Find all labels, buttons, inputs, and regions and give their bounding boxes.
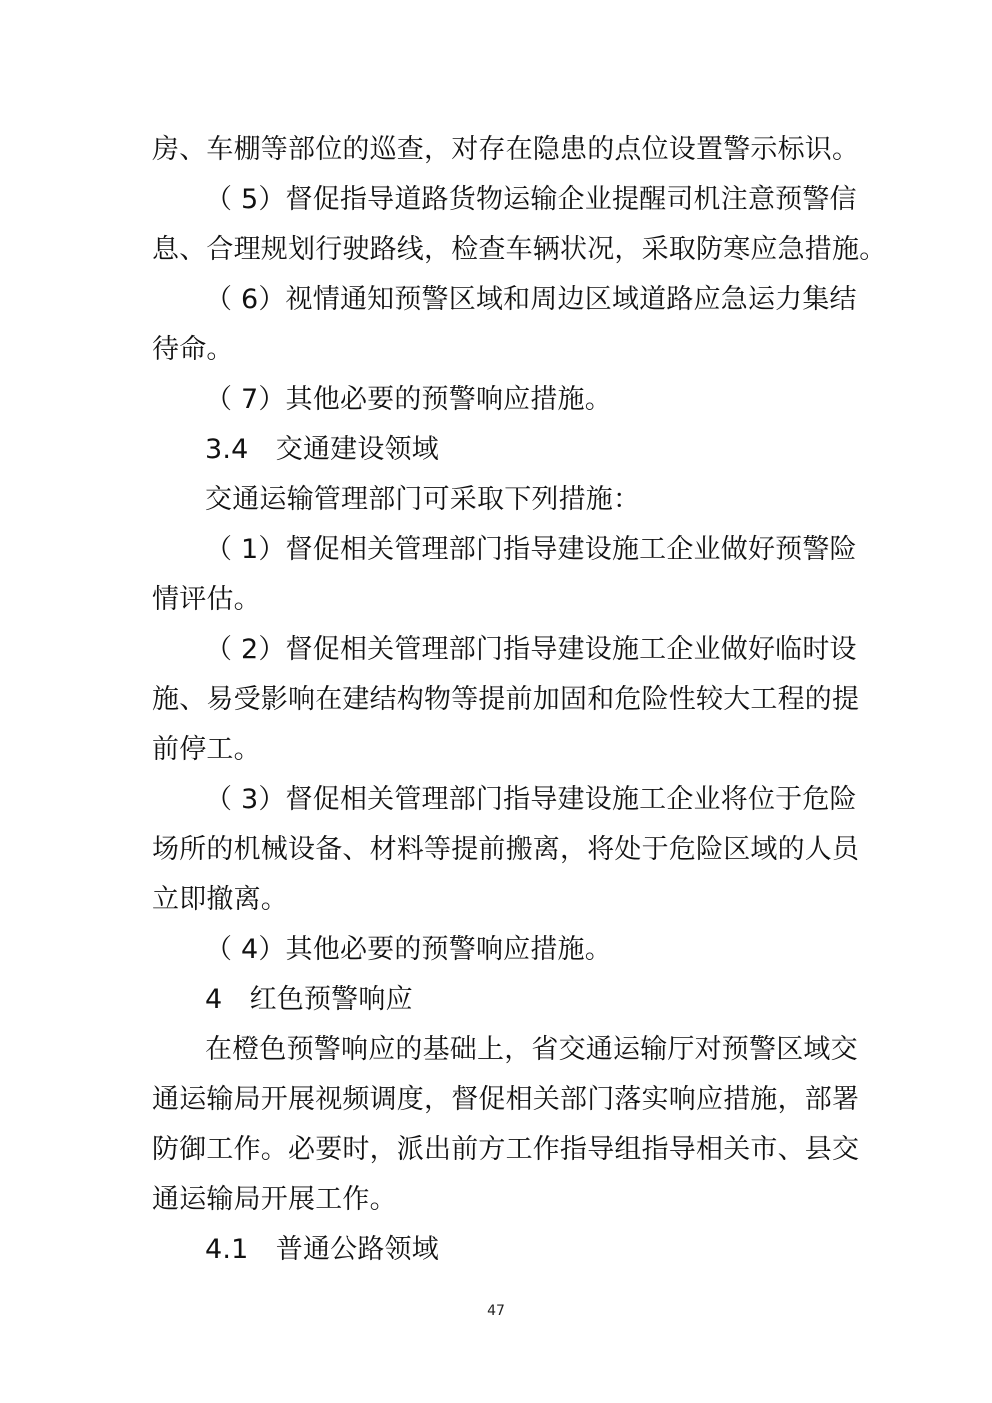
paragraph-line-4: （ 6）视情通知预警区域和周边区域道路应急运力集结 [205,284,857,315]
paragraph-line-6: （ 7）其他必要的预警响应措施。 [205,384,612,415]
paragraph-line-14: （ 3）督促相关管理部门指导建设施工企业将位于危险 [205,784,857,815]
paragraph-line-13: 前停工。 [152,734,261,765]
paragraph-line-2: （ 5）督促指导道路货物运输企业提醒司机注意预警信 [205,184,857,215]
paragraph-line-21: 防御工作。必要时，派出前方工作指导组指导相关市、县交 [152,1134,860,1165]
paragraph-line-15: 场所的机械设备、材料等提前搬离，将处于危险区域的人员 [152,834,860,865]
section-heading-3-4: 3.4 交通建设领域 [205,434,439,465]
section-heading-4-1: 4.1 普通公路领域 [205,1234,439,1265]
paragraph-line-10: 情评估。 [152,584,261,615]
paragraph-line-16: 立即撤离。 [152,884,288,915]
paragraph-line-3: 息、合理规划行驶路线，检查车辆状况，采取防寒应急措施。 [152,234,887,265]
paragraph-line-9: （ 1）督促相关管理部门指导建设施工企业做好预警险 [205,534,857,565]
paragraph-line-5: 待命。 [152,334,234,365]
paragraph-line-19: 在橙色预警响应的基础上，省交通运输厅对预警区域交 [205,1034,858,1065]
paragraph-line-17: （ 4）其他必要的预警响应措施。 [205,934,612,965]
paragraph-line-1: 房、车棚等部位的巡查，对存在隐患的点位设置警示标识。 [152,134,860,165]
paragraph-line-8: 交通运输管理部门可采取下列措施： [205,484,641,515]
section-heading-4: 4 红色预警响应 [205,984,413,1015]
paragraph-line-22: 通运输局开展工作。 [152,1184,397,1215]
paragraph-line-11: （ 2）督促相关管理部门指导建设施工企业做好临时设 [205,634,857,665]
paragraph-line-12: 施、易受影响在建结构物等提前加固和危险性较大工程的提 [152,684,860,715]
paragraph-line-20: 通运输局开展视频调度，督促相关部门落实响应措施，部署 [152,1084,860,1115]
page-number: 47 [487,1303,505,1319]
